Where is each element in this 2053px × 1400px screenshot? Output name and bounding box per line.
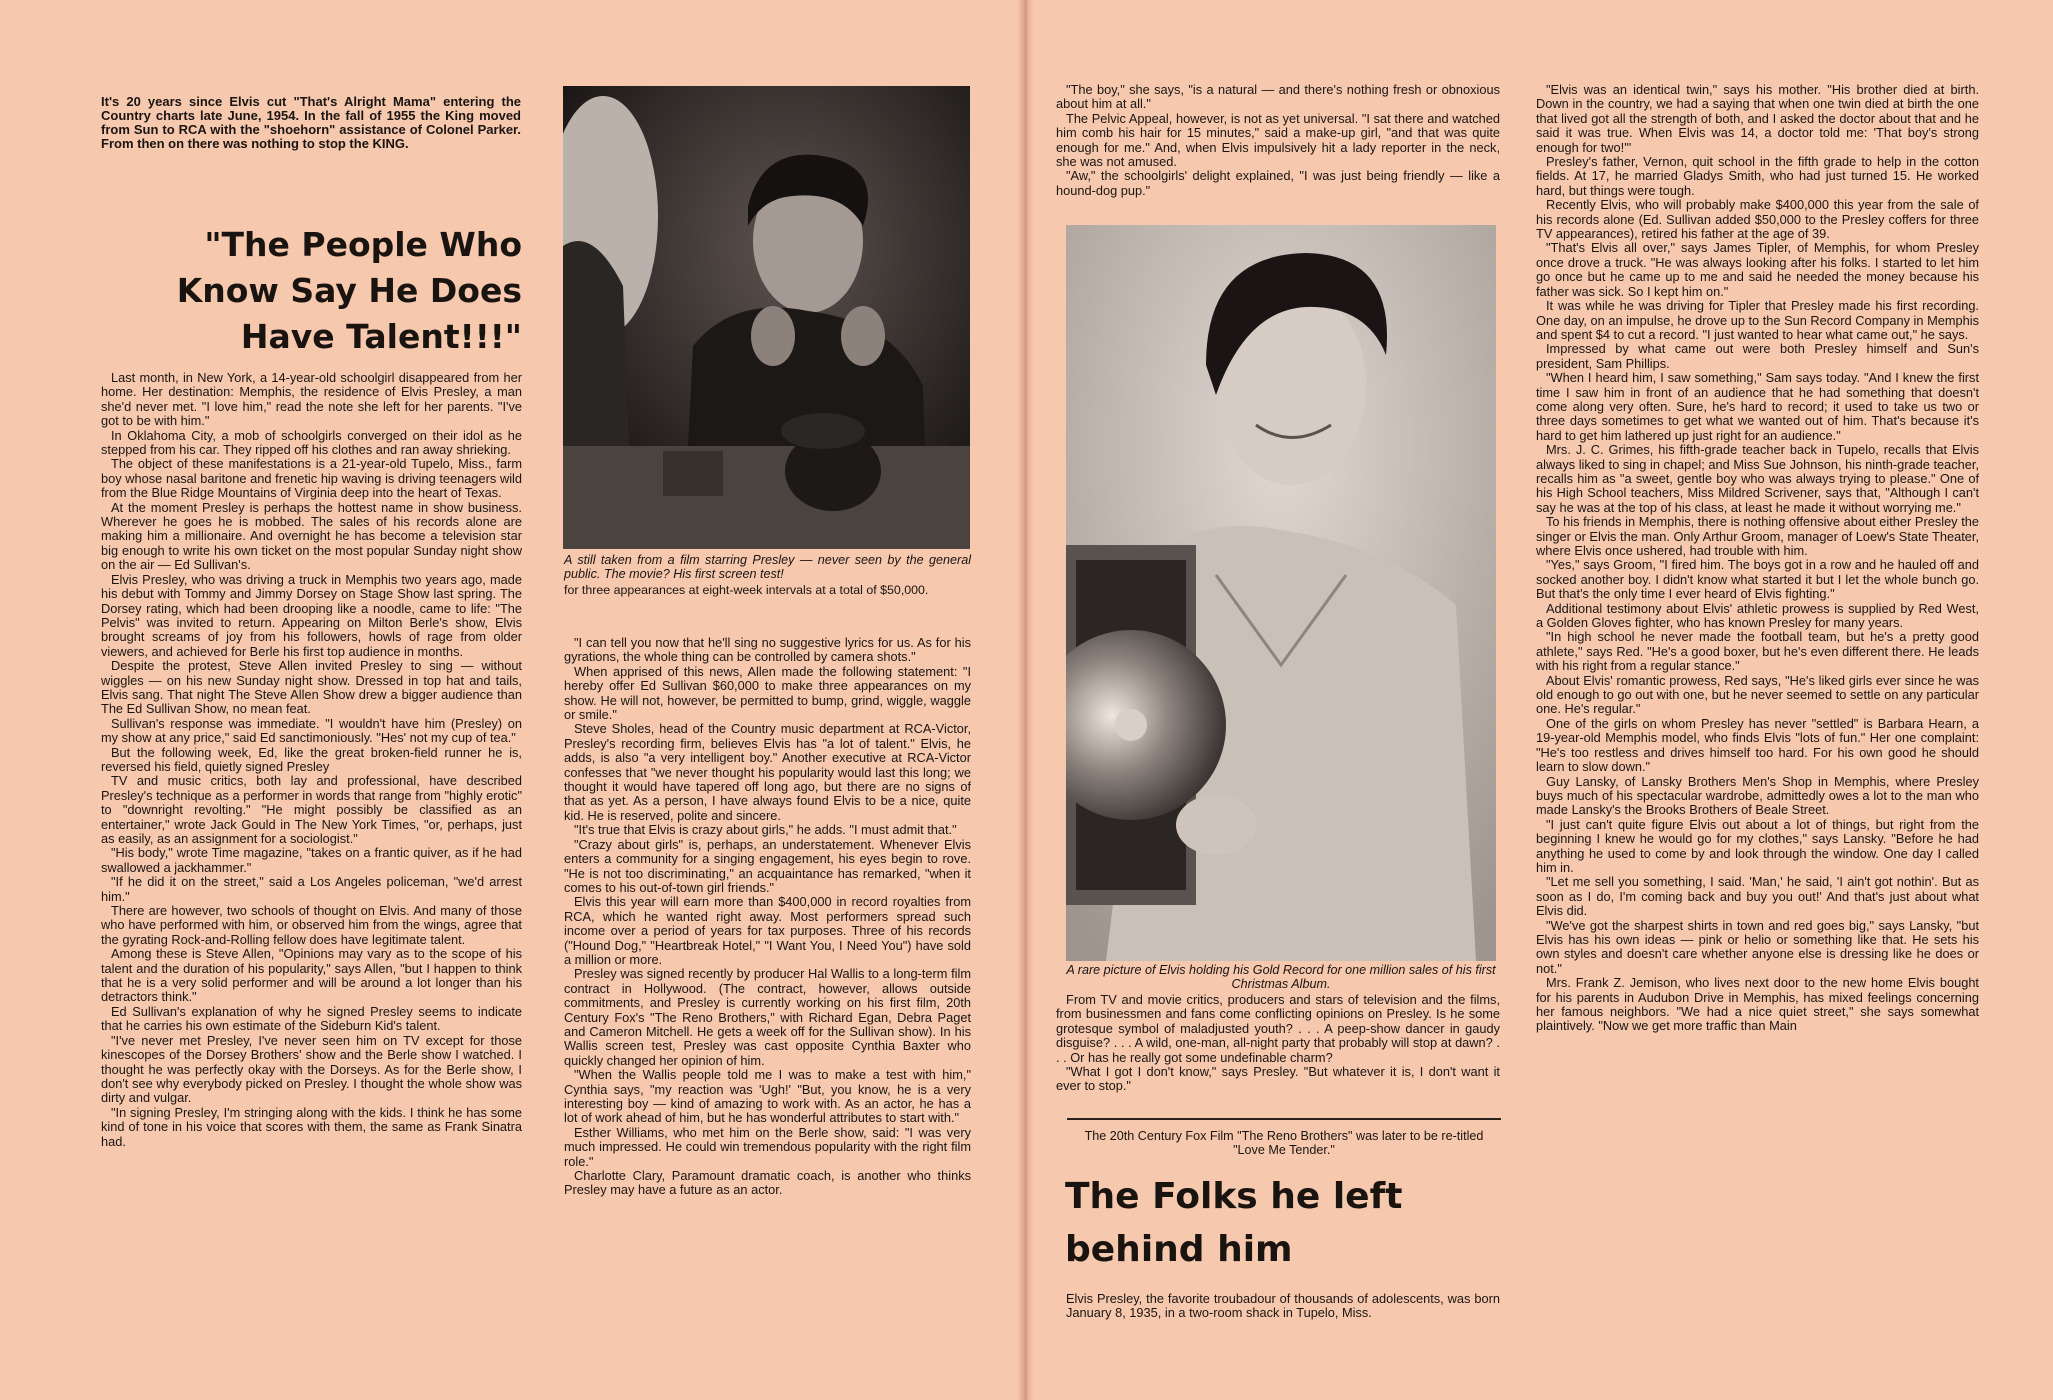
paragraph: But the following week, Ed, like the great broken-field runner he is, reversed his field, quietly signed Presley: [101, 744, 522, 774]
film-still-image: [563, 86, 970, 549]
paragraph: Despite the protest, Steve Allen invited Presley to sing — without wiggles — on his new Sunday night show. Dressed in top hat and tails, Elvis sang. That night The Steve Allen Show drew a bigger audience than The Ed Sullivan Show, no mean feat.: [101, 658, 522, 717]
paragraph: "Aw," the schoolgirls' delight explained, "I was just being friendly — like a hound-dog pup.": [1056, 168, 1500, 198]
paragraph: Charlotte Clary, Paramount dramatic coach, is another who thinks Presley may have a future as an actor.: [564, 1168, 971, 1198]
paragraph: In Oklahoma City, a mob of schoolgirls converged on their idol as he stepped from his car. They ripped off his clothes and ran away shrieking.: [101, 427, 522, 458]
paragraph: Sullivan's response was immediate. "I wouldn't have him (Presley) on my show at any price," said Ed sanctimoniously. "Hes' not my cup of tea.": [101, 715, 522, 746]
paragraph: When apprised of this news, Allen made the following statement: "I hereby offer Ed Sullivan $60,000 to make three appearances on my show. He will not, however, be permitted to bump, grind, wiggle, waggle or smile.": [564, 663, 971, 723]
film-title-note: The 20th Century Fox Film "The Reno Brothers" was later to be re-titled "Love Me Tender.": [1084, 1129, 1484, 1157]
paragraph: "Crazy about girls" is, perhaps, an understatement. Whenever Elvis enters a community for a singing engagement, his eyes begin to rove. "He is not too discriminating," an acquaintance has remarked, "when it comes to his out-of-town girl friends.": [564, 836, 971, 895]
right-column-1-top: [1056, 83, 1500, 211]
paragraph: From TV and movie critics, producers and stars of television and the films, from businessmen and fans come conflicting opinions on Presley. Is he some grotesque symbol of maladjusted youth? . . . A peep-show dancer in gaudy disguise? . . . A wild, one-man, all-night party that probably will stop at dawn? . . . Or has he really got some undefinable charm?: [1056, 993, 1500, 1065]
right-column-1-mid: [1056, 993, 1500, 1103]
paragraph: "What I got I don't know," says Presley. "But whatever it is, I don't want it ever to stop.": [1056, 1064, 1500, 1094]
paragraph: "That's Elvis all over," says James Tipler, of Memphis, for whom Presley once drove a truck. "He was always looking after his folks. I started to let him go once but he came up to me and said he needed the money because his father was sick. So I kept him on.": [1536, 240, 1979, 299]
paragraph: The Pelvic Appeal, however, is not as yet universal. "I sat there and watched him comb his hair for 15 minutes," said a make-up girl, "and that was quite enough for me." And, when Elvis impulsively hit a lady reporter in the neck, she was not amused.: [1056, 110, 1500, 170]
paragraph: Mrs. J. C. Grimes, his fifth-grade teacher back in Tupelo, recalls that Elvis always liked to sing in chapel; and Miss Sue Johnson, his ninth-grade teacher, recalls him as "a sweet, gentle boy who was always trying to please." One of his High School teachers, Miss Mildred Scrivener, says that, "Although I can't say he was at the top of his class, at least he made it without worrying me.": [1536, 442, 1979, 515]
paragraph: "Elvis was an identical twin," says his mother. "His brother died at birth. Down in the country, we had a saying that when one twin died at birth the one that lived got all the strength of both, and I asked the doctor about that and he said it was true. When Elvis was 14, a doctor told me: 'That boy's strong enough for two!'": [1536, 83, 1979, 155]
paragraph: Additional testimony about Elvis' athletic prowess is supplied by Red West, a Golden Gloves fighter, who has known Presley for many years.: [1536, 600, 1979, 631]
paragraph: "His body," wrote Time magazine, "takes on a frantic quiver, as if he had swallowed a jackhammer.": [101, 845, 522, 875]
paragraph: To his friends in Memphis, there is nothing offensive about either Presley the singer or Elvis the man. Only Arthur Groom, manager of Loew's State Theater, where Elvis once ushered, had trouble with him.: [1536, 514, 1979, 558]
paragraph: Ed Sullivan's explanation of why he signed Presley seems to indicate that he carries his own estimate of the Sideburn Kid's talent.: [101, 1003, 522, 1034]
paragraph: Impressed by what came out were both Presley himself and Sun's president, Sam Phillips.: [1536, 341, 1979, 371]
paragraph: It was while he was driving for Tipler that Presley made his first recording. One day, on an impulse, he drove up to the Sun Record Company in Memphis and spent $4 to cut a record. "I just wanted to hear what came out," he says.: [1536, 298, 1979, 342]
left-column-2-top: for three appearances at eight-week intervals at a total of $50,000.: [564, 583, 929, 597]
divider-rule: [1067, 1118, 1501, 1120]
gold-record-image: [1066, 225, 1496, 961]
paragraph: "It's true that Elvis is crazy about girls," he adds. "I must admit that.": [574, 822, 957, 838]
paragraph: Elvis Presley, who was driving a truck in Memphis two years ago, made his debut with Tommy and Jimmy Dorsey on Stage Show last spring. The Dorsey rating, which had been drooping like a noodle, came to life: "The Pelvis" was invited to return. Appearing on Milton Berle's show, Elvis brought screams of joy from his followers, howls of rage from older viewers, and achieved for Berle his first top audience in months.: [101, 571, 522, 659]
paragraph: "I can tell you now that he'll sing no suggestive lyrics for us. As for his gyrations, the whole thing can be controlled by camera shots.": [564, 636, 971, 665]
paragraph: "The boy," she says, "is a natural — and there's nothing fresh or obnoxious about him at all.": [1056, 83, 1500, 112]
center-gutter: [1018, 0, 1034, 1400]
paragraph: Presley was signed recently by producer Hal Wallis to a long-term film contract in Hollywood. (The contract, however, allows outside commitments, and Presley is currently working on his first film, 20th Century Fox's "The Reno Brothers," with Richard Egan, Debra Paget and Cameron Mitchell. He gets a week off for the Sullivan show). In his Wallis screen test, Presley was cast opposite Cynthia Baxter who quickly changed her opinion of him.: [564, 966, 971, 1068]
right-column-2: [1536, 83, 1979, 1381]
right-page: [1029, 0, 2053, 1400]
paragraph: Esther Williams, who met him on the Berle show, said: "I was very much impressed. He could win tremendous popularity with the right film role.": [564, 1124, 971, 1169]
right-column-1-bottom: Elvis Presley, the favorite troubadour of thousands of adolescents, was born January 8, 1935, in a two-room shack in Tupelo, Miss.: [1066, 1292, 1500, 1321]
paragraph: At the moment Presley is perhaps the hottest name in show business. Wherever he goes he is mobbed. The sales of his records alone are making him a millionaire. And overnight he has become a television star big enough to write his own ticket on the most popular Sunday night show on the air — Ed Sullivan's.: [101, 499, 522, 573]
left-column-2: [564, 636, 971, 1381]
paragraph: "Let me sell you something, I said. 'Man,' he said, 'I ain't got nothin'. But as soon as I do, I'm coming back and buy you out!' And that's just about what Elvis did.: [1536, 874, 1979, 919]
paragraph: "In signing Presley, I'm stringing along with the kids. I think he has some kind of tone in his voice that scores with them, the same as Frank Sinatra had.: [101, 1104, 522, 1149]
paragraph: "When I heard him, I saw something," Sam says today. "And I knew the first time I saw him in front of an audience that he had something that doesn't come along very often. Sure, he's hard to record; it used to take us two or three days sometimes to get what we wanted out of him. That's because it's hard to get him lathered up just right for an audience.": [1536, 370, 1979, 443]
paragraph: "In high school he never made the football team, but he's a pretty good athlete," says Red. "He's a good boxer, but he's even different there. He leads with his right from a regular stance.": [1536, 629, 1979, 674]
paragraph: Recently Elvis, who will probably make $400,000 this year from the sale of his records alone (Ed. Sullivan added $50,000 to the Presley coffers for three TV appearances), retired his father at the age of 39.: [1536, 197, 1979, 242]
headline-talent: "The People Who Know Say He Does Have Talent!!!": [176, 225, 522, 356]
film-still-photo: [563, 86, 970, 549]
paragraph: Steve Sholes, head of the Country music department at RCA-Victor, Presley's recording firm, believes Elvis has "a lot of talent." Elvis, he adds, is also "a very intelligent boy." Another executive at RCA-Victor confesses that "we never thought his popularity would last this long; we thought it would have tapered off long ago, but there are no signs of that as yet. As a person, I have always found Elvis to be a nice, quite kid. He is reserved, polite and sincere.: [564, 721, 971, 823]
paragraph: Last month, in New York, a 14-year-old schoolgirl disappeared from her home. Her destination: Memphis, the residence of Elvis Presley, a man she'd never met. "I love him," read the note she left for her parents. "I've got to be with him.": [101, 371, 522, 429]
paragraph: Elvis this year will earn more than $400,000 in record royalties from RCA, which he wanted right away. Most performers spread such income over a period of years for tax purposes. Three of his records ("Hound Dog," "Heartbreak Hotel," "I Want You, I Need You") have sold a million or more.: [564, 894, 971, 967]
paragraph: "If he did it on the street," said a Los Angeles policeman, "we'd arrest him.": [101, 874, 522, 904]
gold-record-caption: A rare picture of Elvis holding his Gold Record for one million sales of his first Christmas Album.: [1066, 963, 1496, 991]
gold-record-photo: [1066, 225, 1496, 961]
paragraph: "I've never met Presley, I've never seen him on TV except for those kinescopes of the Dorsey Brothers' show and the Berle show I watched. I thought he was perfectly okay with the Dorseys. As for the Berle show, I don't see why everybody picked on Presley. I thought the whole show was dirty and vulgar.: [101, 1032, 522, 1106]
left-column-1: [101, 371, 522, 1379]
paragraph: TV and music critics, both lay and professional, have described Presley's technique as a performer in words that range from "highly erotic" to "downright revolting." "He might possibly be classified as an entertainer," wrote Jack Gould in The New York Times, "or, perhaps, just as easily, as an assignment for a sociologist.": [101, 773, 522, 846]
paragraph: There are however, two schools of thought on Elvis. And many of those who have performed with him, or observed him from the wings, agree that the gyrating Rock-and-Rolling fellow does have legitimate talent.: [101, 903, 522, 947]
paragraph: The object of these manifestations is a 21-year-old Tupelo, Miss., farm boy whose nasal baritone and frenetic hip waving is driving teenagers wild from the Blue Ridge Mountains of Virginia deep into the heart of Texas.: [101, 456, 522, 501]
paragraph: "When the Wallis people told me I was to make a test with him," Cynthia says, "my reaction was 'Ugh!' "But, you know, he is a very interesting boy — kind of amazing to work with. As an actor, he has a lot of work ahead of him, but he has wonderful attributes to start with.": [564, 1067, 971, 1126]
paragraph: One of the girls on whom Presley has never "settled" is Barbara Hearn, a 19-year-old Memphis model, who finds Elvis "lots of fun." Her one complaint: "He's too restless and drives himself too hard. For his own good he should learn to slow down.": [1536, 715, 1979, 775]
paragraph: "We've got the sharpest shirts in town and red goes big," says Lansky, "but Elvis has his own ideas — pink or helio or something like that. He sets his own styles and doesn't care whether anyone else is dressing like he does or not.": [1536, 917, 1979, 976]
headline-folks: The Folks he left behind him: [1065, 1176, 1403, 1270]
paragraph: Guy Lansky, of Lansky Brothers Men's Shop in Memphis, where Presley buys much of his spectacular wardrobe, admittedly owes a lot to the man who made Lansky's the Brooks Brothers of Beale Street.: [1536, 773, 1979, 818]
paragraph: "I just can't quite figure Elvis out about a lot of things, but right from the beginning I knew he would go for my clothes," says Lansky. "Before he had anything he used to come by and look through the window. One day I called him in.: [1536, 816, 1979, 875]
intro-paragraph: It's 20 years since Elvis cut "That's Alright Mama" entering the Country charts late June, 1954. In the fall of 1955 the King moved from Sun to RCA with the "shoehorn" assistance of Colonel Parker. From then on there was nothing to stop the KING.: [101, 95, 521, 151]
paragraph: "Yes," says Groom, "I fired him. The boys got in a row and he hauled off and socked another boy. I didn't know what started it but I let the whole bunch go. But that's the only time I ever heard of Elvis fighting.": [1536, 557, 1979, 602]
paragraph: Presley's father, Vernon, quit school in the fifth grade to help in the cotton fields. At 17, he married Gladys Smith, who had just turned 15. He worked hard, but things were tough.: [1536, 154, 1979, 198]
paragraph: About Elvis' romantic prowess, Red says, "He's liked girls ever since he was old enough to go out with one, but he never seemed to settle on any particular one. He's regular.": [1536, 672, 1979, 717]
paragraph: Among these is Steve Allen, "Opinions may vary as to the scope of his talent and the duration of his popularity," says Allen, "but I happen to think that he is a very solid performer and will be around a lot longer than his detractors think.": [101, 946, 522, 1005]
paragraph: Mrs. Frank Z. Jemison, who lives next door to the new home Elvis bought for his parents in Audubon Drive in Memphis, has mixed feelings concerning her famous neighbors. "We had a nice quiet street," she says somewhat plaintively. "Now we get more traffic than Main: [1536, 975, 1979, 1034]
left-page: [0, 0, 1024, 1400]
film-still-caption: A still taken from a film starring Presley — never seen by the general public. The movie? His first screen test!: [564, 553, 971, 581]
